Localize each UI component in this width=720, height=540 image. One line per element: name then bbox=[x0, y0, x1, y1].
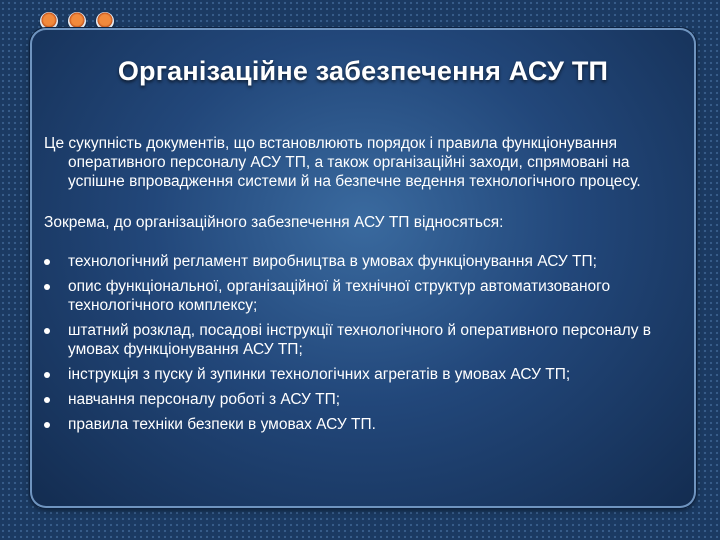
intro-paragraph: Це сукупність документів, що встановлюють порядок і правила функціонування оперативного персоналу АСУ ТП, а також організаційні заходи, спрямовані на успішне впровадження системи й на безпечне ведення технологічного процесу. bbox=[44, 135, 641, 190]
list-item bbox=[44, 390, 684, 409]
slide-content bbox=[44, 134, 684, 440]
list-item bbox=[44, 252, 684, 271]
list-item-text: опис функціональної, організаційної й технічної структур автоматизованого технологічного комплексу; bbox=[68, 278, 611, 314]
bullet-icon bbox=[44, 259, 50, 265]
bullet-icon bbox=[44, 284, 50, 290]
list-item bbox=[44, 365, 684, 384]
slide-title: Організаційне забезпечення АСУ ТП bbox=[117, 56, 609, 86]
list-item bbox=[44, 277, 684, 315]
list-item-text: штатний розклад, посадові інструкції технологічного й оперативного персоналу в умовах функціонування АСУ ТП; bbox=[68, 322, 651, 358]
lead-paragraph: Зокрема, до організаційного забезпечення АСУ ТП відносяться: bbox=[44, 214, 504, 231]
bullet-icon bbox=[44, 372, 50, 378]
list-item-text: технологічний регламент виробництва в умовах функціонування АСУ ТП; bbox=[68, 253, 597, 270]
bullet-icon bbox=[44, 397, 50, 403]
list-item-text: інструкція з пуску й зупинки технологічних агрегатів в умовах АСУ ТП; bbox=[68, 366, 571, 383]
list-item-text: навчання персоналу роботі з АСУ ТП; bbox=[68, 391, 341, 408]
list-item bbox=[44, 321, 684, 359]
bullet-icon bbox=[44, 328, 50, 334]
bullet-icon bbox=[44, 422, 50, 428]
bullet-list bbox=[44, 252, 684, 434]
list-item-text: правила техніки безпеки в умовах АСУ ТП. bbox=[68, 416, 376, 433]
list-item bbox=[44, 415, 684, 434]
